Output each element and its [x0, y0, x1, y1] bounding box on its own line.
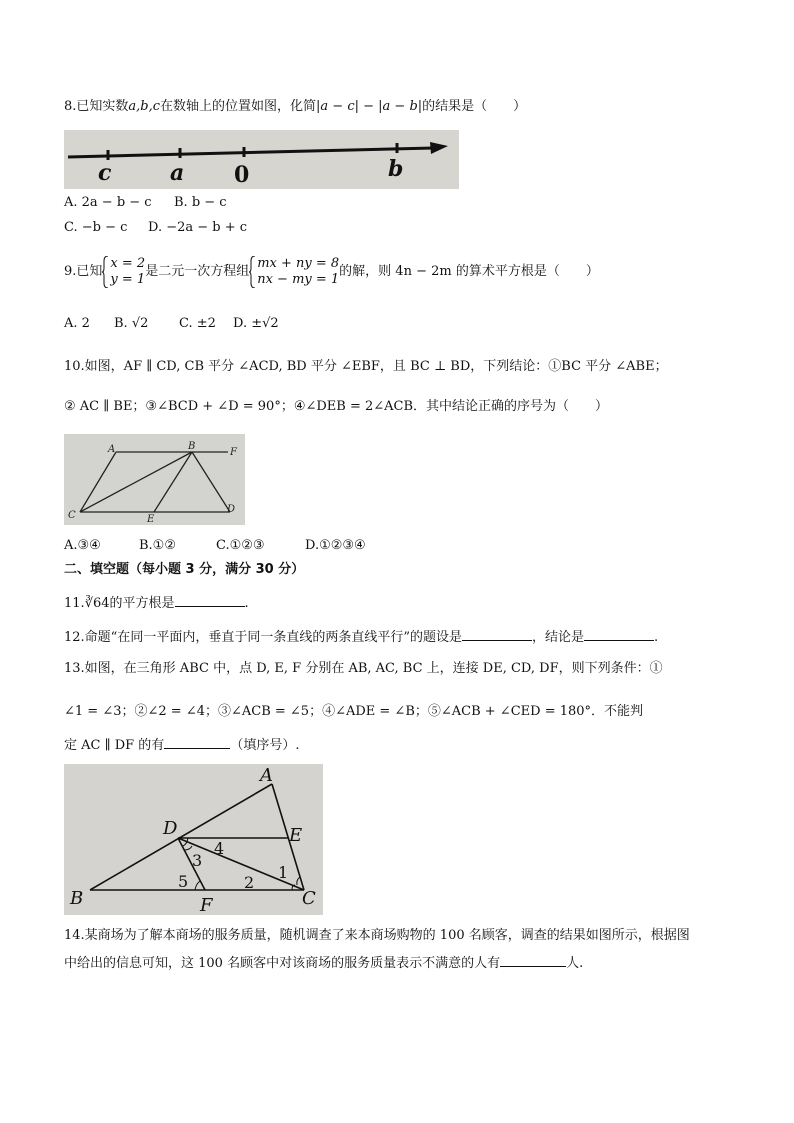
q8-number-line-figure [64, 130, 459, 189]
q9-solution-system [102, 256, 145, 288]
section-2-heading: 二、填空题（每小题 3 分，满分 30 分） [64, 562, 305, 577]
q8-stem [64, 98, 526, 116]
q9-option-a: A. 2 [64, 316, 90, 331]
angle-arc-3 [184, 846, 192, 850]
q9-mid: 是二元一次方程组 [145, 264, 250, 279]
label-B: B [70, 888, 84, 909]
q13-line3-suffix: （填序号）. [230, 738, 300, 753]
q13-answer-blank[interactable] [164, 736, 230, 749]
q11-prefix: 11. [64, 596, 85, 611]
q13-triangle-svg [64, 764, 323, 915]
label-angle-5: 5 [178, 872, 189, 891]
angle-arc-1 [297, 877, 300, 885]
q8-option-a: A. 2a − b − c [64, 195, 152, 210]
q8-mid: 在数轴上的位置如图，化简 [160, 99, 317, 114]
q13-triangle-figure [64, 764, 323, 915]
q8-option-c: C. −b − c [64, 220, 128, 235]
number-line-svg [64, 130, 459, 189]
label-A: A [260, 765, 273, 786]
q10-line2: ② AC ∥ BE；③∠BCD + ∠D = 90°；④∠DEB = 2∠ACB．其中结论正确的序号为（ ） [64, 399, 609, 414]
q9-stem [64, 253, 599, 291]
q9-options [64, 315, 279, 333]
q10-parallelogram-svg [64, 434, 245, 525]
q9-equation-system [249, 256, 339, 288]
q8-prefix: 8.已知实数 [64, 99, 129, 114]
label-C: C [302, 888, 316, 909]
q12-stem [64, 628, 658, 647]
brace-icon [102, 256, 108, 288]
label-D: D [163, 818, 178, 839]
angle-arc-4 [183, 838, 188, 846]
q9-eq-1: mx + ny = 8 [257, 255, 340, 271]
q10-option-b: B.①② [139, 538, 176, 553]
label-angle-4: 4 [214, 839, 225, 858]
q12-text: 12.命题“在同一平面内，垂直于同一条直线的两条直线平行”的题设是 [64, 630, 462, 645]
q9-prefix: 9.已知 [64, 264, 103, 279]
q10-figure [64, 434, 245, 525]
label-C: C [68, 510, 76, 521]
label-E: E [289, 825, 303, 846]
q13-line1: 13.如图，在三角形 ABC 中，点 D, E, F 分别在 AB, AC, BC 上，连接 DE, CD, DF，则下列条件：① [64, 661, 663, 676]
label-B: B [188, 441, 196, 452]
q9-option-c: C. ±2 [179, 316, 216, 331]
q10-option-a: A.③④ [64, 538, 101, 553]
line-be [154, 452, 192, 512]
q11-suffix: 的平方根是 [109, 596, 175, 611]
q13-line3-prefix: 定 AC ∥ DF 的有 [64, 738, 165, 753]
q8-expression: |a − c| − |a − b| [316, 99, 423, 114]
q14-line1: 14.某商场为了解本商场的服务质量，随机调查了来本商场购物的 100 名顾客，调查的结果如图所示，根据图 [64, 928, 690, 943]
brace-icon [249, 256, 255, 288]
label-A: A [108, 444, 116, 455]
q9-option-b: B. √2 [114, 316, 149, 331]
q11-radical: ∛64 [84, 596, 110, 611]
q14-answer-blank[interactable] [500, 954, 566, 967]
q10-line1: 10.如图，AF ∥ CD, CB 平分 ∠ACD, BD 平分 ∠EBF，且 BC ⊥ BD，下列结论：①BC 平分 ∠ABE； [64, 359, 668, 374]
q14-line2 [64, 954, 583, 973]
q12-conclusion-blank[interactable] [584, 628, 654, 641]
label-F: F [230, 447, 237, 458]
q9-option-d: D. ±√2 [233, 316, 279, 331]
q13-line3 [64, 736, 299, 755]
label-angle-3: 3 [192, 851, 203, 870]
q12-mid: ，结论是 [531, 630, 584, 645]
q12-end: . [653, 630, 659, 645]
q9-sol-x: x = 2 [110, 255, 146, 271]
label-E: E [147, 514, 155, 525]
q10-option-c: C.①②③ [216, 538, 265, 553]
q12-premise-blank[interactable] [462, 628, 532, 641]
q14-line2-suffix: 人. [566, 956, 584, 971]
q13-line2: ∠1 = ∠3；②∠2 = ∠4；③∠ACB = ∠5；④∠ADE = ∠B；⑤∠ACB + ∠CED = 180°．不能判 [64, 704, 644, 719]
q9-eq-2: nx − my = 1 [257, 271, 340, 287]
q8-options-row1 [64, 194, 227, 212]
q9-sol-y: y = 1 [110, 271, 146, 287]
label-D: D [227, 504, 236, 515]
q8-option-b: B. b − c [174, 195, 227, 210]
q14-line2-prefix: 中给出的信息可知，这 100 名顾客中对该商场的服务质量表示不满意的人有 [64, 956, 501, 971]
q8-option-d: D. −2a − b + c [148, 220, 248, 235]
q11-end: . [244, 596, 249, 611]
number-line-arrow [430, 142, 448, 154]
label-c: c [98, 160, 112, 186]
q8-options-row2 [64, 219, 247, 237]
q10-options [64, 537, 366, 555]
number-line-axis [68, 148, 434, 157]
q10-option-d: D.①②③④ [305, 538, 366, 553]
q11-stem [64, 594, 249, 613]
line-bd [192, 452, 230, 512]
label-angle-1: 1 [278, 863, 289, 882]
label-0: 0 [234, 162, 250, 188]
label-a: a [170, 160, 185, 186]
angle-arc-5 [195, 881, 200, 890]
label-angle-2: 2 [244, 873, 255, 892]
label-b: b [388, 156, 404, 182]
q11-answer-blank[interactable] [175, 594, 245, 607]
label-F: F [200, 895, 213, 915]
q9-suffix: 的解，则 4n − 2m 的算术平方根是（ ） [339, 264, 599, 279]
q8-vars: a,b,c [128, 99, 161, 114]
q8-suffix: 的结果是（ ） [422, 99, 527, 114]
line-bc [80, 452, 192, 512]
